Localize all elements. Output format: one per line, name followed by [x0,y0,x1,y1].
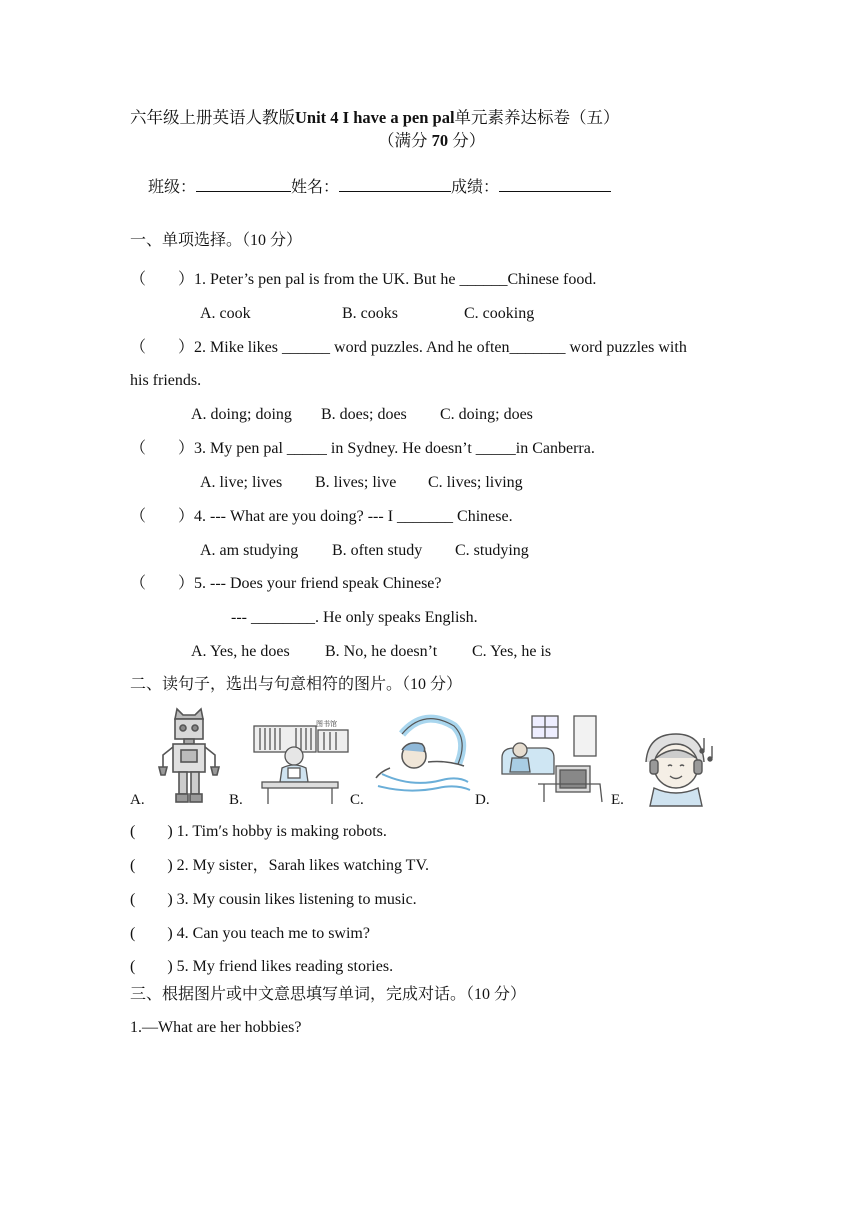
sentence-text: 2. My sister，Sarah likes watching TV. [176,857,429,874]
title-suffix: 单元素养达标卷（五） [454,108,620,127]
section1-title: 一、单项选择。（10 分） [130,232,303,249]
question-2 [130,338,687,358]
question-1 [130,270,596,290]
question-5 [130,574,442,594]
sentence-1 [130,822,387,842]
reading-picture [252,720,352,806]
option-a: A. cook [200,305,251,322]
watching-tv-picture [498,712,606,806]
page-subtitle [378,131,485,151]
option-b: B. lives; live [315,474,397,491]
option-a: A. doing; doing [191,406,292,423]
question-4 [130,507,513,527]
question-stem-continued: his friends. [130,372,202,389]
robot-picture [153,705,225,805]
option-a: A. Yes, he does [191,643,290,660]
class-label: 班级： [148,179,197,196]
option-c: C. Yes, he is [472,643,552,660]
music-picture [636,728,720,808]
question-3 [130,439,595,459]
question-stem: 1. Peter’s pen pal is from the UK. But he ______Chinese food. [194,271,597,288]
page-title [130,108,620,128]
question-stem: 2. Mike likes ______ word puzzles. And he often_______ word puzzles with [194,339,687,356]
sentence-text: 3. My cousin likes listening to music. [176,891,417,908]
answer-paren[interactable]: （ ） [130,339,195,356]
answer-paren[interactable]: ( ) [130,823,173,840]
library-sign: 图书馆 [316,720,337,728]
option-c: C. doing; does [440,406,533,423]
question-stem-continued: --- ________. He only speaks English. [231,609,478,626]
student-info-line [148,175,611,198]
sentence-text: 5. My friend likes reading stories. [176,958,394,975]
class-blank[interactable] [196,175,291,192]
swimming-picture [372,714,472,800]
score-label: 成绩： [451,179,500,196]
sentence-5 [130,957,393,977]
title-unit: Unit 4 I have a pen pal [295,108,455,127]
picture-label-b: B. [229,792,243,808]
option-c: C. cooking [464,305,535,322]
answer-paren[interactable]: （ ） [130,271,195,288]
subtitle-suffix: 分） [452,131,486,150]
option-b: B. does; does [321,406,407,423]
picture-label-c: C. [350,792,364,808]
sentence-3 [130,890,417,910]
option-b: B. cooks [342,305,398,322]
option-c: C. studying [455,542,529,559]
question-stem: 3. My pen pal _____ in Sydney. He doesn’t _____in Canberra. [194,440,595,457]
subtitle-prefix: （满分 [378,131,428,150]
option-c: C. lives; living [428,474,523,491]
title-prefix: 六年级上册英语人教版 [130,108,295,127]
name-blank[interactable] [339,175,451,192]
option-b: B. No, he doesn’t [325,643,438,660]
answer-paren[interactable]: ( ) [130,891,173,908]
answer-paren[interactable]: （ ） [130,440,195,457]
subtitle-score: 70 [431,131,449,150]
question-stem: 4. --- What are you doing? --- I _______ Chinese. [194,508,513,525]
sentence-text: 4. Can you teach me to swim? [176,925,370,942]
sentence-text: 1. Tim′s hobby is making robots. [176,823,387,840]
picture-label-e: E. [611,792,624,808]
section2-title: 二、读句子，选出与句意相符的图片。（10 分） [130,676,463,693]
section3-title: 三、根据图片或中文意思填写单词，完成对话。（10 分） [130,986,527,1003]
sentence-2 [130,856,429,876]
option-a: A. live; lives [200,474,283,491]
answer-paren[interactable]: （ ） [130,508,195,525]
sentence-4 [130,924,370,944]
option-a: A. am studying [200,542,299,559]
answer-paren[interactable]: ( ) [130,958,173,975]
dialogue-question-1: 1.—What are her hobbies? [130,1019,302,1036]
question-stem: 5. --- Does your friend speak Chinese? [194,575,442,592]
option-b: B. often study [332,542,423,559]
answer-paren[interactable]: ( ) [130,925,173,942]
name-label: 姓名： [291,179,340,196]
answer-paren[interactable]: ( ) [130,857,173,874]
picture-label-d: D. [475,792,490,808]
picture-label-a: A. [130,792,145,808]
score-blank[interactable] [499,175,611,192]
answer-paren[interactable]: （ ） [130,575,195,592]
